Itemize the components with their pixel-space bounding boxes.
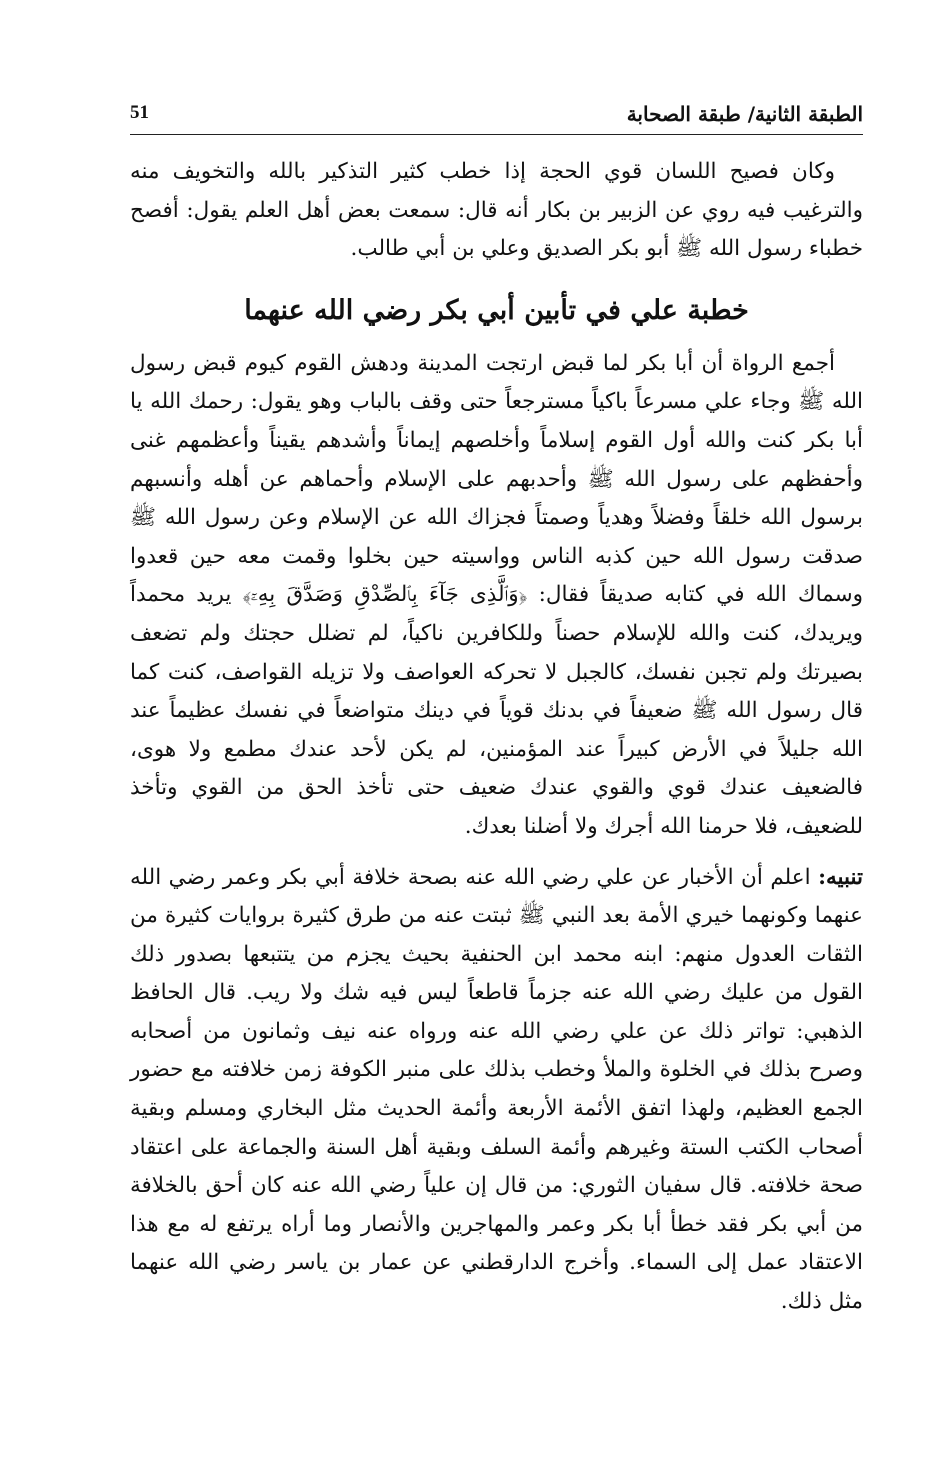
- eulogy-paragraph: أجمع الرواة أن أبا بكر لما قبض ارتجت المدينة ودهش القوم كيوم قبض رسول الله ﷺ وجاء علي مسرعاً باكياً مسترجعاً حتى وقف بالباب وهو يقول: رحمك الله يا أبا بكر كنت والله أول القوم إسلاماً وأخلصهم إيماناً وأشدهم يقيناً وأعظمهم غنى وأحفظهم على رسول الله ﷺ وأحدبهم على الإسلام وأحماهم عن أهله وأنسبهم برسول الله خلقاً وفضلاً وهدياً وصمتاً فجزاك الله عن الإسلام وعن رسول الله ﷺ صدقت رسول الله حين كذبه الناس وواسيته حين بخلوا وقمت معه حين قعدوا وسماك الله في كتابه صديقاً فقال: ﴿وَٱلَّذِى جَآءَ بِٱلصِّدْقِ وَصَدَّقَ بِهِۦٓ﴾ يريد محمداً ويريدك، كنت والله للإسلام حصناً وللكافرين ناكياً، لم تضلل حجتك ولم تضعف بصيرتك ولم تجبن نفسك، كالجبل لا تحركه العواصف ولا تزيله القواصف، كنت كما قال رسول الله ﷺ ضعيفاً في بدنك قوياً في دينك متواضعاً في نفسك عظيماً عند الله جليلاً في الأرض كبيراً عند المؤمنين، لم يكن لأحد عندك مطمع ولا هوى، فالضعيف عندك قوي والقوي عندك ضعيف حتى تأخذ الحق من القوي وتأخذ للضعيف، فلا حرمنا الله أجرك ولا أضلنا بعدك.: [130, 350, 863, 839]
- book-page: [130, 100, 863, 1322]
- header-title: الطبقة الثانية/ طبقة الصحابة: [626, 102, 863, 126]
- note-text: اعلم أن الأخبار عن علي رضي الله عنه بصحة خلافة أبي بكر وعمر رضي الله عنهما وكونهما خيري الأمة بعد النبي ﷺ ثبتت عنه من طرق كثيرة بروايات كثيرة من الثقات العدول منهم: ابنه محمد ابن الحنفية بحيث يجزم من يتتبعها بصدور ذلك القول من عليك رضي الله عنه جزماً قاطعاً ليس فيه شك ولا ريب. قال الحافظ الذهبي: تواتر ذلك عن علي رضي الله عنه ورواه عنه نيف وثمانون من أصحابه وصرح بذلك في الخلوة والملأ وخطب بذلك على منبر الكوفة زمن خلافته مع حضور الجمع العظيم، ولهذا اتفق الأئمة الأربعة وأئمة الحديث مثل البخاري ومسلم وبقية أصحاب الكتب الستة وغيرهم وأئمة السلف وبقية أهل السنة والجماعة على اعتقاد صحة خلافته. قال سفيان الثوري: من قال إن علياً رضي الله عنه كان أحق بالخلافة من أبي بكر فقد خطأ أبا بكر وعمر والمهاجرين والأنصار وما أراه يرتفع له مع هذا الاعتقاد عمل إلى السماء. وأخرج الدارقطني عن عمار بن ياسر رضي الله عنهما مثل ذلك.: [130, 864, 863, 1315]
- note-label: تنبيه:: [818, 864, 863, 890]
- page-number: 51: [130, 102, 149, 123]
- running-header: [130, 100, 863, 135]
- page-content: [130, 153, 863, 1322]
- intro-paragraph: وكان فصيح اللسان قوي الحجة إذا خطب كثير التذكير بالله والتخويف منه والترغيب فيه روي عن الزبير بن بكار أنه قال: سمعت بعض أهل العلم يقول: أفصح خطباء رسول الله ﷺ أبو بكر الصديق وعلي بن أبي طالب.: [130, 159, 863, 262]
- section-heading: خطبة علي في تأبين أبي بكر رضي الله عنهما: [244, 294, 749, 326]
- note-paragraph: [130, 859, 863, 1322]
